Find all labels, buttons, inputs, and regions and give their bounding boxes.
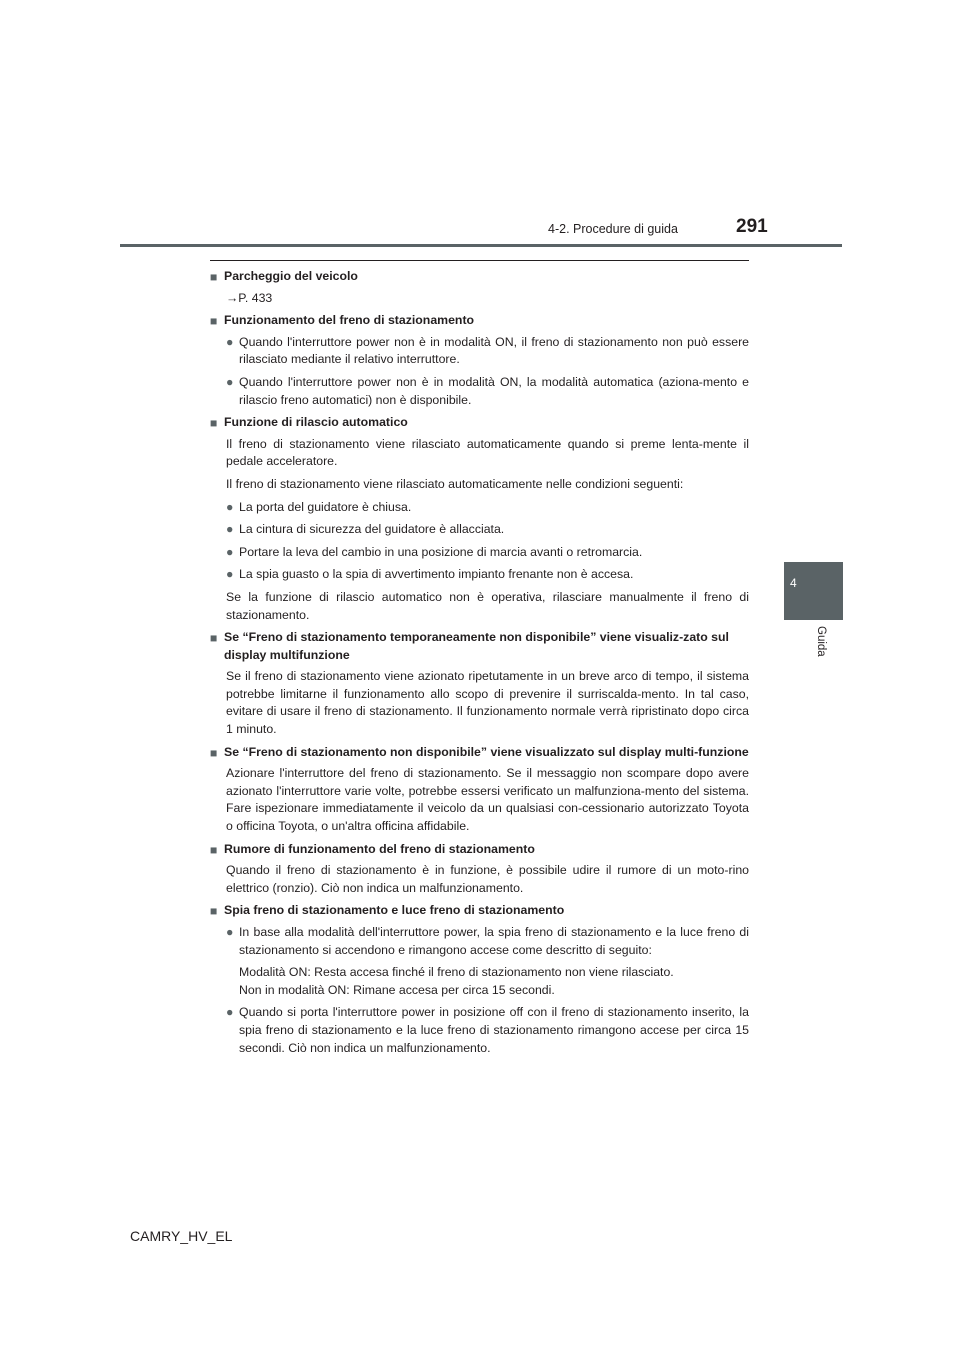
paragraph: Il freno di stazionamento viene rilasciato automaticamente nelle condizioni seguenti: — [226, 476, 684, 491]
section-heading: ■ Se “Freno di stazionamento non disponibile” viene visualizzato sul display multi-funzione — [210, 744, 749, 762]
section-heading: ■ Rumore di funzionamento del freno di stazionamento — [210, 841, 749, 859]
section-heading: ■ Parcheggio del veicolo — [210, 268, 749, 286]
square-bullet-icon: ■ — [210, 416, 218, 431]
round-bullet-icon: ● — [226, 374, 234, 389]
round-bullet-icon: ● — [226, 567, 234, 582]
list-item: ● La cintura di sicurezza del guidatore è allacciata. — [226, 521, 749, 539]
footer-model-code: CAMRY_HV_EL — [130, 1228, 233, 1244]
round-bullet-icon: ● — [226, 1005, 234, 1020]
list-item: ● La porta del guidatore è chiusa. — [226, 499, 749, 517]
chapter-number: 4 — [790, 576, 797, 590]
arrow-right-icon: → — [226, 290, 239, 305]
paragraph: Se il freno di stazionamento viene azionato ripetutamente in un breve arco di tempo, il sistema potrebbe limitarne il funzionamento allo scopo di prevenire il surriscalda-mento. In tal caso, evitare di usare il freno di stazionamento. Il funzionamento normale verrà ripristinato dopo circa 1 minuto. — [226, 669, 749, 737]
list-item: ● Quando l'interruttore power non è in modalità ON, la modalità automatica (aziona-mento e rilascio freno automatici) non è disponibile. — [226, 374, 749, 407]
content-rule — [210, 260, 749, 261]
round-bullet-icon: ● — [226, 544, 234, 559]
paragraph: Quando il freno di stazionamento è in funzione, è possibile udire il rumore di un moto-rino elettrico (ronzio). Ciò non indica un malfunzionamento. — [226, 863, 749, 895]
list-item: ● Quando l'interruttore power non è in modalità ON, il freno di stazionamento non può essere rilasciato mediante il relativo interruttore. — [226, 334, 749, 367]
page-reference[interactable]: →P. 433 — [226, 290, 273, 305]
square-bullet-icon: ■ — [210, 631, 218, 646]
list-item: ● In base alla modalità dell'interruttore power, la spia freno di stazionamento e la luce freno di stazionamento si accendono e rimangono accese come descritto di seguito: — [226, 925, 749, 957]
list-item: ● Portare la leva del cambio in una posizione di marcia avanti o retromarcia. — [226, 544, 749, 562]
square-bullet-icon: ■ — [210, 904, 218, 919]
section-heading: ■ Funzionamento del freno di stazionamento — [210, 312, 749, 330]
header-section-title: 4-2. Procedure di guida — [548, 222, 678, 236]
paragraph: Azionare l'interruttore del freno di stazionamento. Se il messaggio non scompare dopo avere azionato l'interruttore varie volte, potrebbe essersi verificato un malfunziona-mento del sistema. Fare ispezionare immediatamente il veicolo da un qualsiasi con-cessionario autorizzato Toyota o officina Toyota, o un'altra officina affidabile. — [226, 766, 749, 834]
square-bullet-icon: ■ — [210, 745, 218, 760]
section-heading: ■ Se “Freno di stazionamento temporaneamente non disponibile” viene visualiz-zato sul display multifunzione — [210, 630, 729, 662]
list-item: ● La spia guasto o la spia di avvertimento impianto frenante non è accesa. — [226, 566, 749, 584]
round-bullet-icon: ● — [226, 334, 234, 349]
round-bullet-icon: ● — [226, 522, 234, 537]
sub-paragraph — [239, 964, 749, 999]
paragraph: Se la funzione di rilascio automatico non è operativa, rilasciare manualmente il freno di stazionamento. — [226, 589, 749, 622]
sub-line: Non in modalità ON: Rimane accesa per circa 15 secondi. — [239, 982, 555, 997]
chapter-tab[interactable] — [784, 562, 843, 620]
paragraph: Il freno di stazionamento viene rilasciato automaticamente quando si preme lenta-mente il pedale acceleratore. — [226, 436, 749, 469]
square-bullet-icon: ■ — [210, 270, 218, 284]
chapter-label: Guida — [815, 626, 827, 657]
content-body — [210, 268, 749, 1062]
section-heading: ■ Funzione di rilascio automatico — [210, 414, 749, 432]
list-item: ● Quando si porta l'interruttore power in posizione off con il freno di stazionamento inserito, la spia freno di stazionamento e la luce freno di stazionamento rimangono accese per circa 15 secondi. Ciò non indica un malfunzionamento. — [226, 1005, 749, 1055]
round-bullet-icon: ● — [226, 925, 234, 939]
page-number: 291 — [736, 216, 768, 237]
square-bullet-icon: ■ — [210, 314, 218, 329]
round-bullet-icon: ● — [226, 499, 234, 514]
header-rule — [120, 244, 842, 247]
square-bullet-icon: ■ — [210, 842, 218, 857]
section-heading: ■ Spia freno di stazionamento e luce freno di stazionamento — [210, 902, 749, 920]
sub-line: Modalità ON: Resta accesa finché il freno di stazionamento non viene rilasciato. — [239, 965, 674, 980]
